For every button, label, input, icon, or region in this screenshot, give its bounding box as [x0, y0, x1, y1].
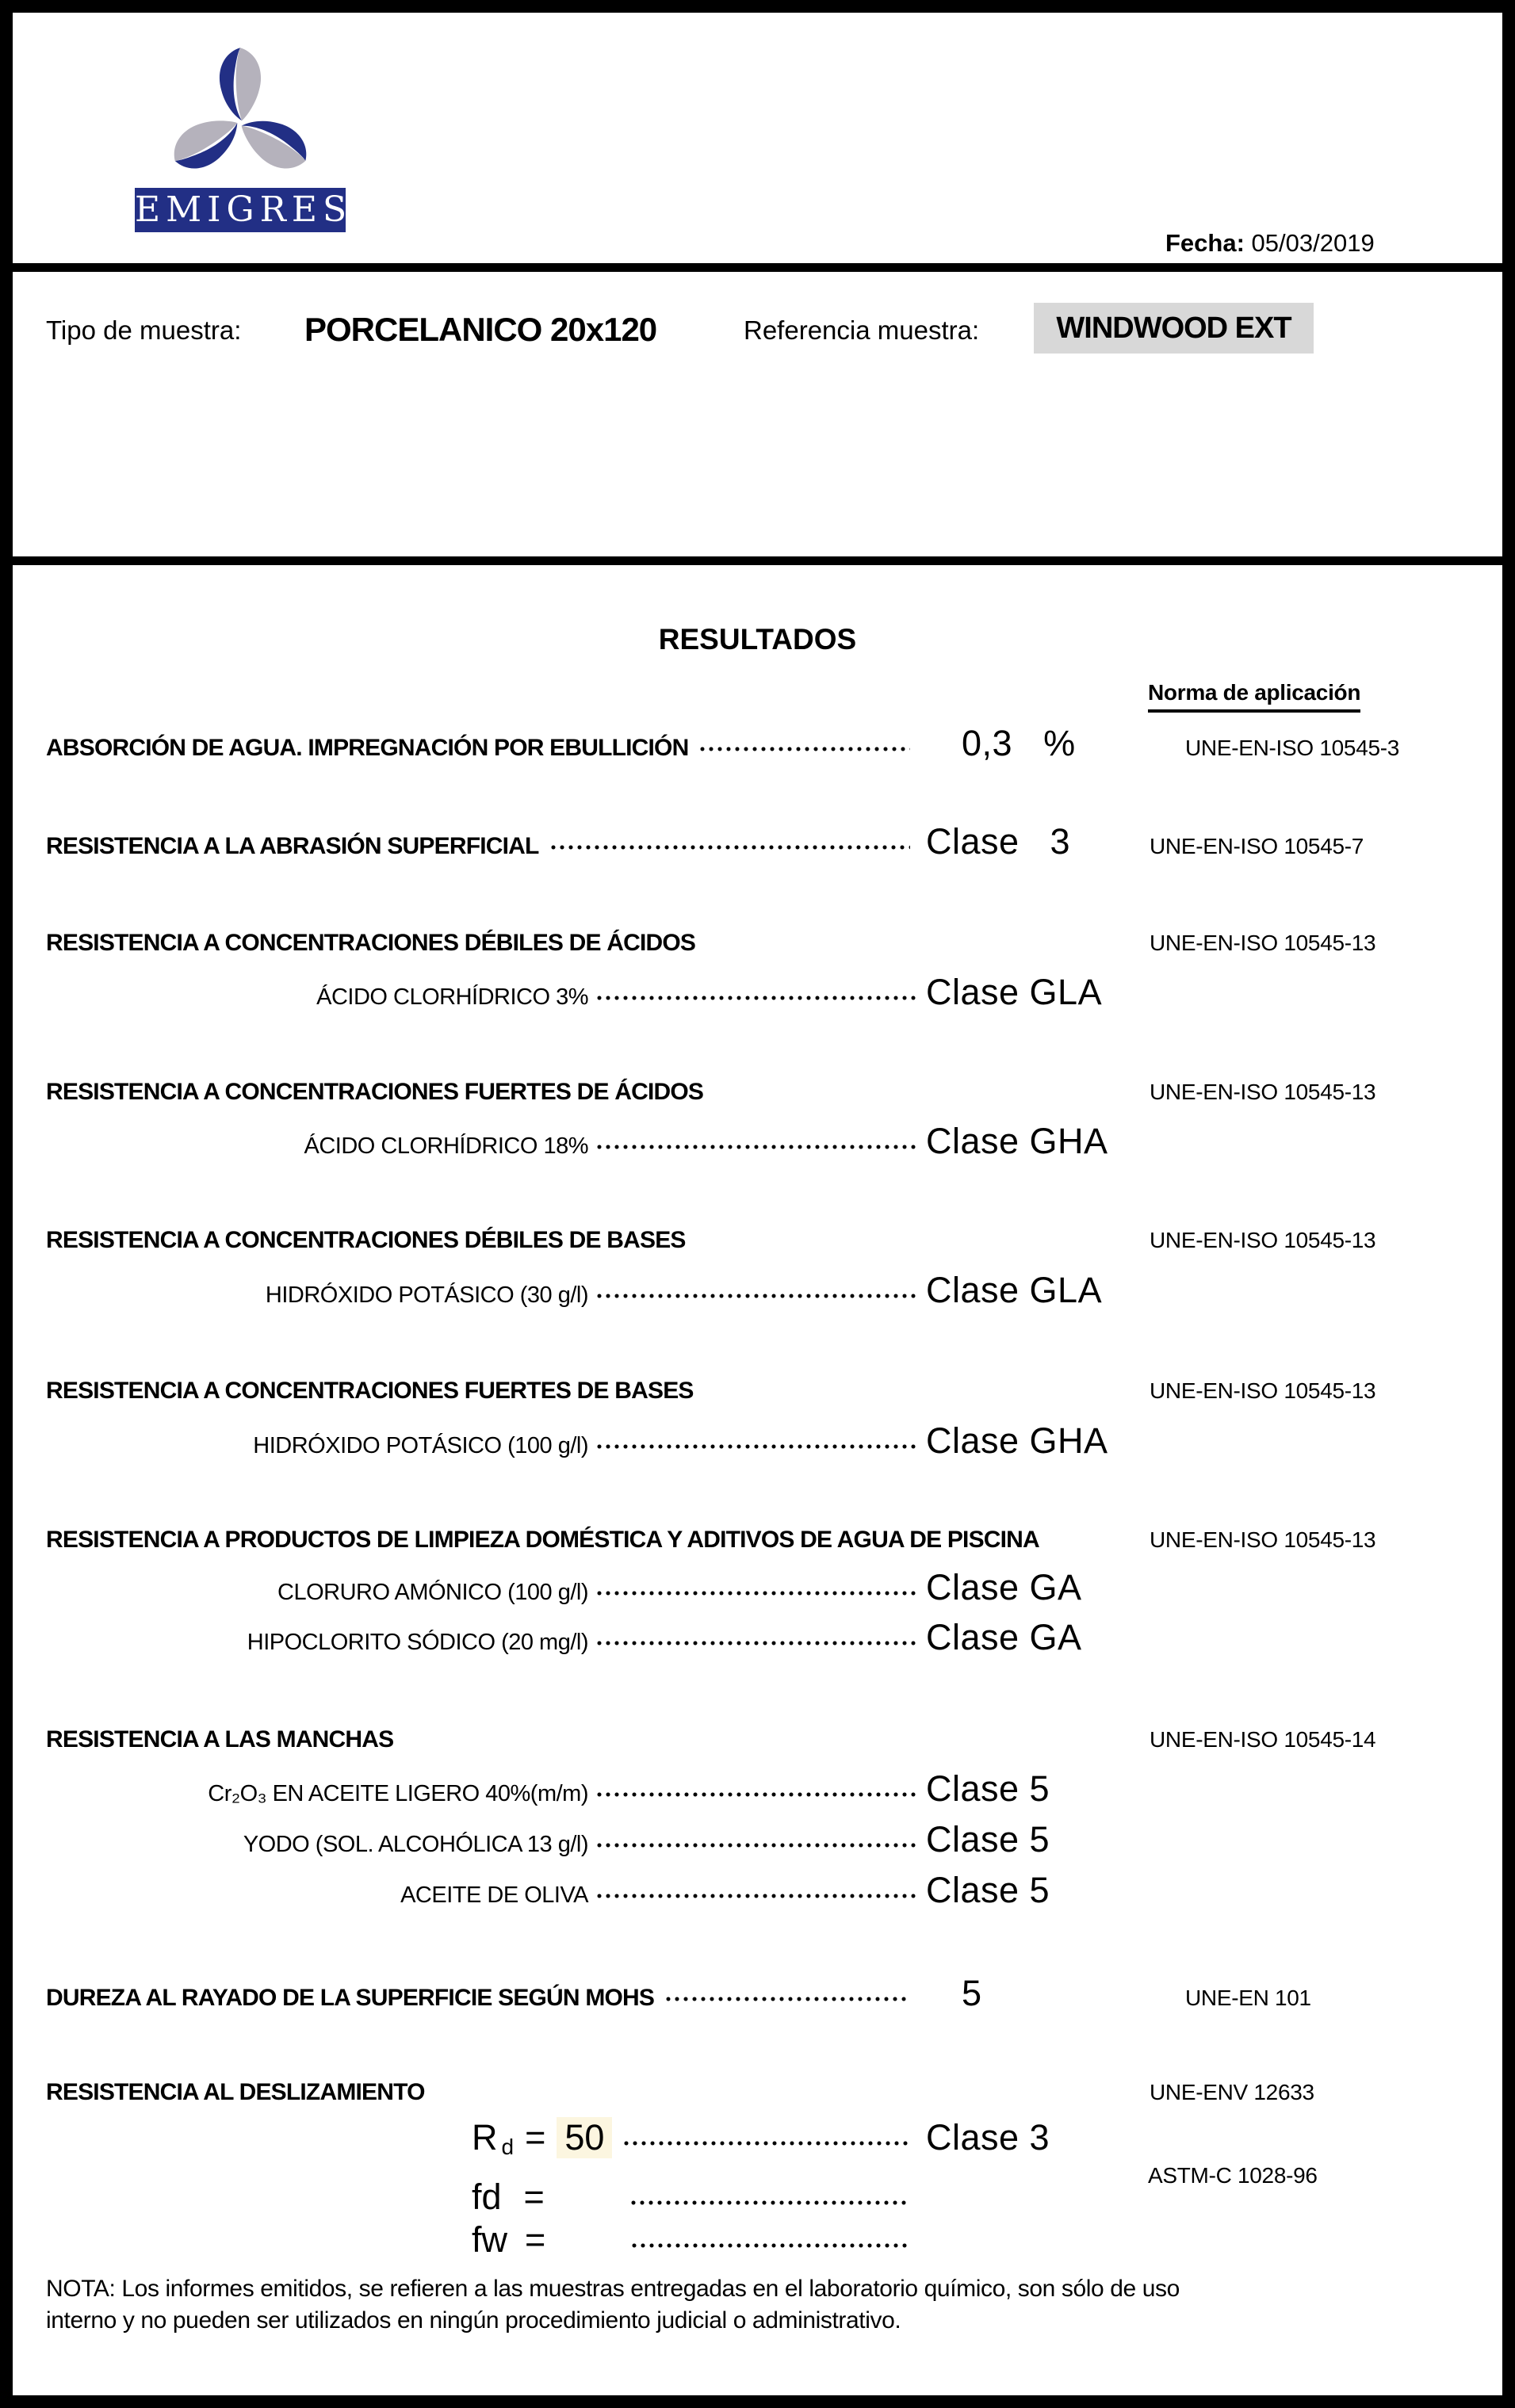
test-label: RESISTENCIA A CONCENTRACIONES DÉBILES DE BASES [46, 1227, 686, 1253]
test-label: ABSORCIÓN DE AGUA. IMPREGNACIÓN POR EBULLICIÓN [46, 735, 689, 761]
result-subrow-clorhidrico-3 [46, 972, 1467, 1013]
norm-column-header: Norma de aplicación [1148, 680, 1360, 713]
test-sublabel: HIDRÓXIDO POTÁSICO (30 g/l) [265, 1282, 588, 1308]
test-norm: UNE-EN 101 [1185, 1986, 1311, 2010]
results-title: RESULTADOS [658, 623, 857, 656]
result-row-absorcion [46, 723, 1467, 764]
dot-leader [596, 1293, 918, 1299]
test-sublabel: HIPOCLORITO SÓDICO (20 mg/l) [247, 1630, 588, 1655]
fw-symbol: fw [472, 2219, 507, 2260]
dot-leader [631, 2242, 910, 2249]
test-norm: UNE-EN-ISO 10545-13 [1150, 1378, 1376, 1403]
test-sublabel: ÁCIDO CLORHÍDRICO 18% [304, 1133, 588, 1159]
date-line [1165, 229, 1375, 258]
dot-leader [596, 1443, 918, 1450]
footer-note-line2: interno y no pueden ser utilizados en ningún procedimiento judicial o administrativo. [46, 2307, 901, 2333]
test-value: Clase GLA [926, 972, 1103, 1012]
result-row-deslizamiento [46, 2079, 1467, 2106]
result-row-fw [46, 2219, 1467, 2261]
test-value: Clase 5 [926, 1768, 1050, 1809]
test-norm: UNE-EN-ISO 10545-13 [1150, 1228, 1376, 1252]
test-label: RESISTENCIA A CONCENTRACIONES DÉBILES DE ÁCIDOS [46, 930, 696, 956]
astm-norm: ASTM-C 1028-96 [1148, 2163, 1318, 2188]
result-subrow-cr2o3 [46, 1768, 1467, 1810]
sample-divider [0, 556, 1515, 565]
result-row-debiles-acidos [46, 930, 1467, 957]
footer-note [46, 2273, 1330, 2337]
trefoil-logo-icon [157, 41, 323, 189]
header-divider [0, 263, 1515, 272]
result-row-fd [46, 2177, 1467, 2218]
sample-type-label: Tipo de muestra: [46, 315, 242, 345]
result-row-debiles-bases [46, 1227, 1467, 1254]
dot-leader [699, 746, 910, 752]
sample-ref-label: Referencia muestra: [744, 315, 980, 345]
page-border-top [0, 0, 1515, 13]
result-row-fuertes-bases [46, 1378, 1467, 1405]
test-value: Clase GA [926, 1617, 1082, 1657]
equals-sign: = [523, 2177, 545, 2217]
page-border-left [0, 0, 13, 2408]
page-border-right [1502, 0, 1515, 2408]
result-row-abrasion [46, 821, 1467, 862]
test-sublabel: ACEITE DE OLIVA [400, 1882, 588, 1908]
test-value: Clase GHA [926, 1121, 1108, 1161]
result-row-limpieza [46, 1527, 1467, 1554]
test-label: RESISTENCIA A PRODUCTOS DE LIMPIEZA DOMÉSTICA Y ADITIVOS DE AGUA DE PISCINA [46, 1527, 1039, 1553]
dot-leader [596, 1640, 918, 1646]
test-value: Clase 3 [926, 2117, 1050, 2158]
test-value: 0,3 % [962, 723, 1076, 763]
test-label: RESISTENCIA A LA ABRASIÓN SUPERFICIAL [46, 833, 539, 859]
dot-leader [596, 995, 918, 1001]
test-norm: UNE-EN-ISO 10545-13 [1150, 1080, 1376, 1104]
page-border-bottom [0, 2395, 1515, 2408]
date-label: Fecha: [1165, 229, 1245, 257]
test-sublabel: CLORURO AMÓNICO (100 g/l) [277, 1580, 588, 1605]
test-value: 5 [962, 1973, 982, 2013]
dot-leader [596, 1144, 918, 1150]
rd-subscript: d [501, 2135, 515, 2159]
test-label: RESISTENCIA A LAS MANCHAS [46, 1726, 394, 1752]
test-norm: UNE-EN-ISO 10545-7 [1150, 834, 1364, 858]
test-label: DUREZA AL RAYADO DE LA SUPERFICIE SEGÚN MOHS [46, 1985, 655, 2011]
result-row-manchas [46, 1726, 1467, 1753]
result-subrow-cloruro-amonico [46, 1567, 1467, 1608]
logo-wordmark: EMIGRES [135, 188, 346, 232]
test-value: Clase 3 [926, 821, 1071, 862]
test-value: Clase GHA [926, 1420, 1108, 1461]
footer-note-line1: NOTA: Los informes emitidos, se refieren a las muestras entregadas en el laboratorio químico, son sólo de uso [46, 2276, 1180, 2302]
test-sublabel: ÁCIDO CLORHÍDRICO 3% [316, 984, 588, 1010]
emigres-logo [135, 41, 353, 232]
test-label: RESISTENCIA A CONCENTRACIONES FUERTES DE ÁCIDOS [46, 1079, 704, 1105]
equals-sign: = [525, 2117, 546, 2158]
test-value: Clase 5 [926, 1870, 1050, 1910]
test-value: Clase GA [926, 1567, 1082, 1607]
test-label: RESISTENCIA AL DESLIZAMIENTO [46, 2079, 425, 2105]
test-norm: UNE-EN-ISO 10545-13 [1150, 1527, 1376, 1552]
test-value: Clase GLA [926, 1270, 1103, 1310]
dot-leader [550, 844, 910, 850]
result-subrow-potasico-30 [46, 1270, 1467, 1311]
test-norm: UNE-EN-ISO 10545-13 [1150, 931, 1376, 955]
result-subrow-hipoclorito [46, 1617, 1467, 1658]
result-subrow-clorhidrico-18 [46, 1121, 1467, 1162]
result-row-dureza-mohs [46, 1973, 1467, 2014]
dot-leader [630, 2200, 910, 2206]
result-row-rd [46, 2117, 1467, 2158]
dot-leader [596, 1791, 918, 1798]
result-subrow-potasico-100 [46, 1420, 1467, 1462]
dot-leader [596, 1893, 918, 1899]
rd-value-highlight: 50 [557, 2117, 612, 2158]
dot-leader [623, 2140, 910, 2146]
test-norm: UNE-EN-ISO 10545-14 [1150, 1727, 1376, 1752]
rd-symbol: R [472, 2117, 498, 2158]
dot-leader [596, 1590, 918, 1596]
test-value: Clase 5 [926, 1819, 1050, 1860]
result-subrow-aceite-oliva [46, 1870, 1467, 1911]
test-sublabel: YODO (SOL. ALCOHÓLICA 13 g/l) [243, 1832, 588, 1857]
fd-symbol: fd [472, 2177, 502, 2217]
equals-sign: = [525, 2219, 546, 2260]
test-norm: UNE-ENV 12633 [1150, 2080, 1314, 2104]
sample-ref-value: WINDWOOD EXT [1034, 303, 1314, 354]
test-sublabel: HIDRÓXIDO POTÁSICO (100 g/l) [253, 1433, 588, 1458]
dot-leader [596, 1842, 918, 1848]
test-norm: UNE-EN-ISO 10545-3 [1185, 736, 1400, 760]
test-label: RESISTENCIA A CONCENTRACIONES FUERTES DE BASES [46, 1378, 694, 1404]
dot-leader [665, 1996, 910, 2002]
sample-type-value: PORCELANICO 20x120 [304, 311, 657, 348]
result-row-fuertes-acidos [46, 1079, 1467, 1106]
date-value: 05/03/2019 [1244, 229, 1375, 257]
test-sublabel: Cr₂O₃ EN ACEITE LIGERO 40%(m/m) [208, 1781, 588, 1806]
result-subrow-yodo [46, 1819, 1467, 1860]
